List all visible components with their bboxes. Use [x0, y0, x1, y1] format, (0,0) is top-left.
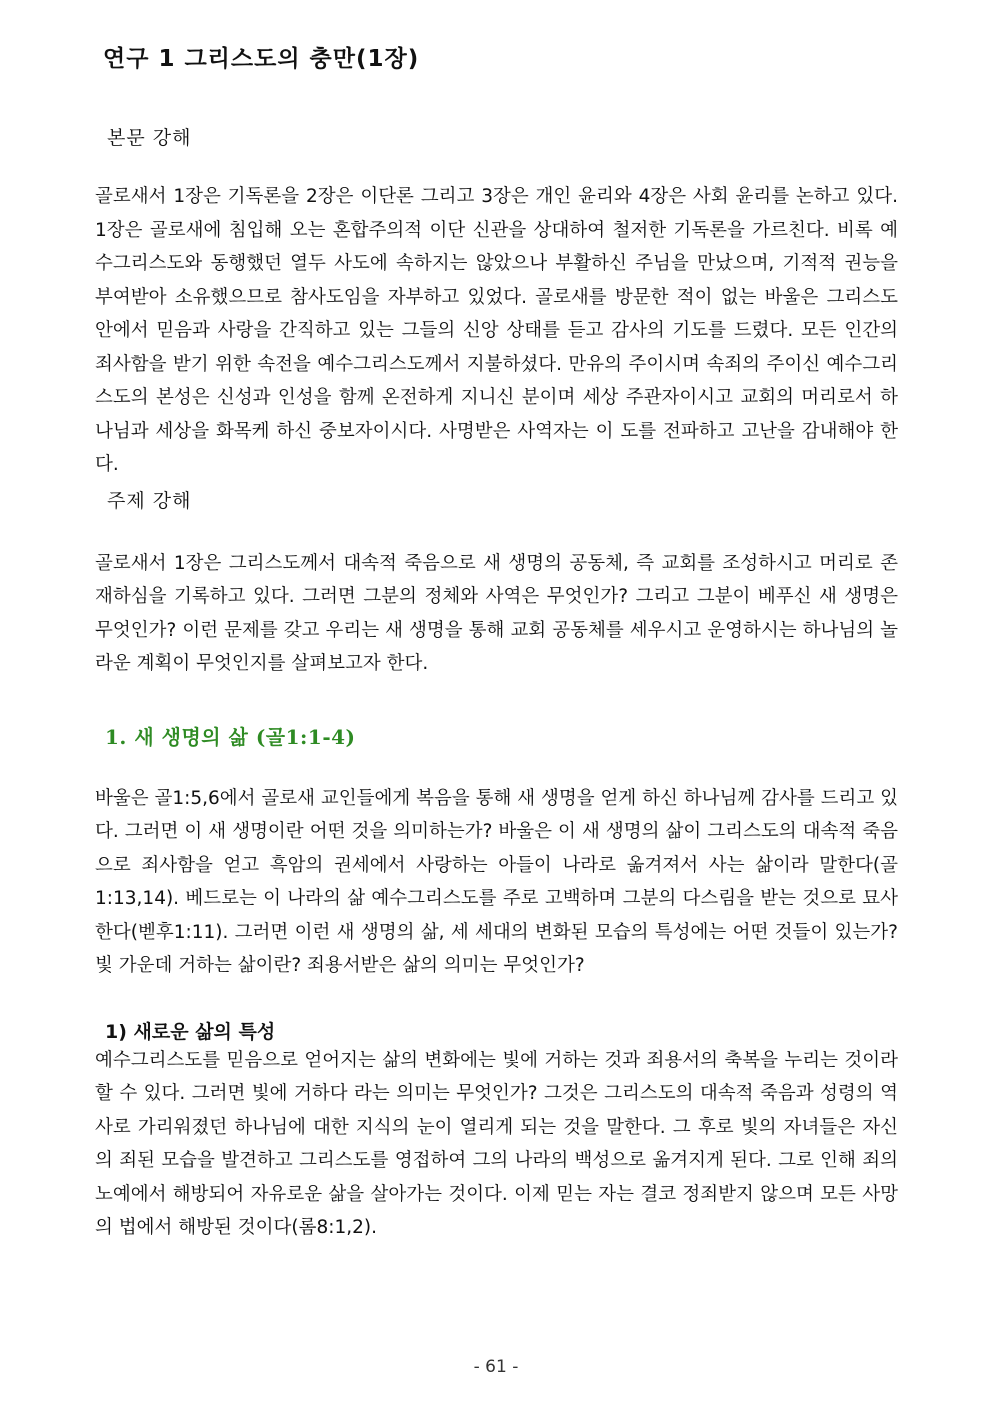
section-label-text-exposition: 본문 강해	[107, 127, 192, 149]
subheading-new-life-traits: 1) 새로운 삶의 특성	[105, 1020, 276, 1043]
page-number: - 61 -	[473, 1357, 519, 1377]
subheading-new-life-traits-body: 예수그리스도를 믿음으로 얻어지는 삶의 변화에는 빛에 거하는 것과 죄용서의 축복을 누리는 것이라 할 수 있다. 그러면 빛에 거하다 라는 의미는 무엇인가? 그것은 그리스도의 대속적 죽음과 성령의 역사로 가리워졌던 하나님에 대한 지식의 눈이 열리게 되는 것을 말한다. 그 후로 빛의 자녀들은 자신의 죄된 모습을 발견하고 그리스도를 영접하여 그의 나라의 백성으로 옮겨지게 된다. 그로 인해 죄의 노예에서 해방되어 자유로운 삶을 살아가는 것이다. 이제 믿는 자는 결코 정죄받지 않으며 모든 사망의 법에서 해방된 것이다(롬8:1,2).	[95, 1049, 898, 1238]
section-label-topic-exposition: 주제 강해	[107, 489, 192, 512]
heading-new-life: 1. 새 생명의 삶 (골1:1-4)	[105, 724, 356, 749]
document-page	[95, 40, 898, 1245]
section-topic-exposition-body: 골로새서 1장은 그리스도께서 대속적 죽음으로 새 생명의 공동체, 즉 교회를 조성하시고 머리로 존재하심을 기록하고 있다. 그러면 그분의 정체와 사역은 무엇인가? 그리고 그분이 베푸신 새 생명은 무엇인가? 이런 문제를 갖고 우리는 새 생명을 통해 교회 공동체를 세우시고 운영하시는 하나님의 놀라운 계획이 무엇인지를 살펴보고자 한다.	[95, 552, 898, 674]
document-title: 연구 1 그리스도의 충만(1장)	[103, 46, 420, 72]
heading-new-life-body: 바울은 골1:5,6에서 골로새 교인들에게 복음을 통해 새 생명을 얻게 하신 하나님께 감사를 드리고 있다. 그러면 이 새 생명이란 어떤 것을 의미하는가? 바울은 이 새 생명의 삶이 그리스도의 대속적 죽음으로 죄사함을 얻고 흑암의 권세에서 사랑하는 아들이 나라로 옮겨져서 사는 삶이라 말한다(골1:13,14). 베드로는 이 나라의 삶 예수그리스도를 주로 고백하며 그분의 다스림을 받는 것으로 묘사한다(벧후1:11). 그러면 이런 새 생명의 삶, 세 세대의 변화된 모습의 특성에는 어떤 것들이 있는가? 빛 가운데 거하는 삶이란? 죄용서받은 삶의 의미는 무엇인가?	[95, 787, 898, 976]
section-text-exposition-body: 골로새서 1장은 기독론을 2장은 이단론 그리고 3장은 개인 윤리와 4장은 사회 윤리를 논하고 있다. 1장은 골로새에 침입해 오는 혼합주의적 이단 신관을 상대하여 철저한 기독론을 가르친다. 비록 예수그리스도와 동행했던 열두 사도에 속하지는 않았으나 부활하신 주님을 만났으며, 기적적 권능을 부여받아 소유했으므로 참사도임을 자부하고 있었다. 골로새를 방문한 적이 없는 바울은 그리스도 안에서 믿음과 사랑을 간직하고 있는 그들의 신앙 상태를 듣고 감사의 기도를 드렸다. 모든 인간의 죄사함을 받기 위한 속전을 예수그리스도께서 지불하셨다. 만유의 주이시며 속죄의 주이신 예수그리스도의 본성은 신성과 인성을 함께 온전하게 지니신 분이며 세상 주관자이시고 교회의 머리로서 하나님과 세상을 화목케 하신 중보자이시다. 사명받은 사역자는 이 도를 전파하고 고난을 감내해야 한다.	[95, 186, 898, 475]
